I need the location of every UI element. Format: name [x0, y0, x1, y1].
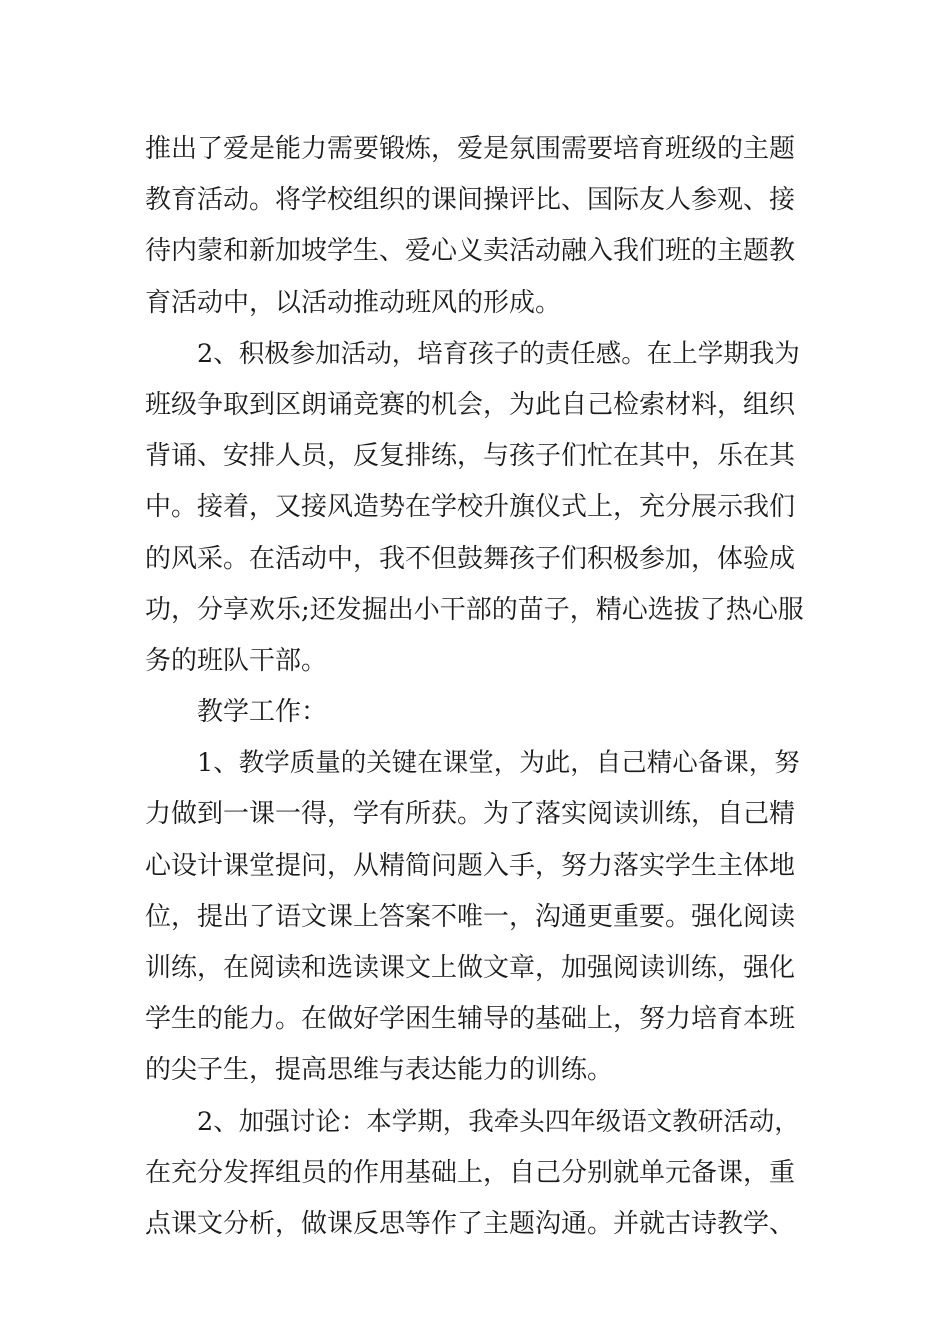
text-line: 学生的能力。在做好学困生辅导的基础上，努力培育本班: [145, 1004, 796, 1035]
text-line: 训练，在阅读和选读课文上做文章，加强阅读训练，强化: [145, 953, 796, 983]
text-line: 1、教学质量的关键在课堂，为此，自己精心备课，努: [197, 748, 800, 779]
text-line: 力做到一课一得，学有所获。为了落实阅读训练，自己精: [145, 799, 796, 830]
text-line: 推出了爱是能力需要锻炼，爱是氛围需要培育班级的主题: [145, 134, 796, 164]
text-line: 2、加强讨论：本学期，我牵头四年级语文教研活动，: [197, 1106, 800, 1137]
text-line: 的风采。在活动中，我不但鼓舞孩子们积极参加，体验成: [145, 543, 796, 574]
text-line: 在充分发挥组员的作用基础上，自己分别就单元备课，重: [145, 1157, 796, 1188]
text-line: 教育活动。将学校组织的课间操评比、国际友人参观、接: [145, 185, 796, 216]
text-line: 功，分享欢乐;还发掘出小干部的苗子，精心选拔了热心服: [145, 594, 804, 625]
text-line: 背诵、安排人员，反复排练，与孩子们忙在其中，乐在其: [145, 441, 796, 472]
text-line: 心设计课堂提问，从精简问题入手，努力落实学生主体地: [145, 850, 796, 881]
text-line: 位，提出了语文课上答案不唯一，沟通更重要。强化阅读: [145, 901, 796, 932]
text-line: 务的班队干部。: [145, 645, 328, 676]
text-line: 班级争取到区朗诵竞赛的机会，为此自己检索材料，组织: [145, 389, 796, 420]
text-line: 育活动中，以活动推动班风的形成。: [145, 287, 562, 318]
text-line: 待内蒙和新加坡学生、爱心义卖活动融入我们班的主题教: [145, 236, 796, 267]
text-line: 教学工作：: [197, 697, 328, 728]
text-line: 中。接着，又接风造势在学校升旗仪式上，充分展示我们: [145, 492, 796, 523]
text-line: 点课文分析，做课反思等作了主题沟通。并就古诗教学、: [145, 1208, 796, 1239]
body-text: [145, 124, 810, 1250]
text-line: 的尖子生，提高思维与表达能力的训练。: [145, 1055, 614, 1086]
text-line: 2、积极参加活动，培育孩子的责任感。在上学期我为: [197, 338, 800, 369]
